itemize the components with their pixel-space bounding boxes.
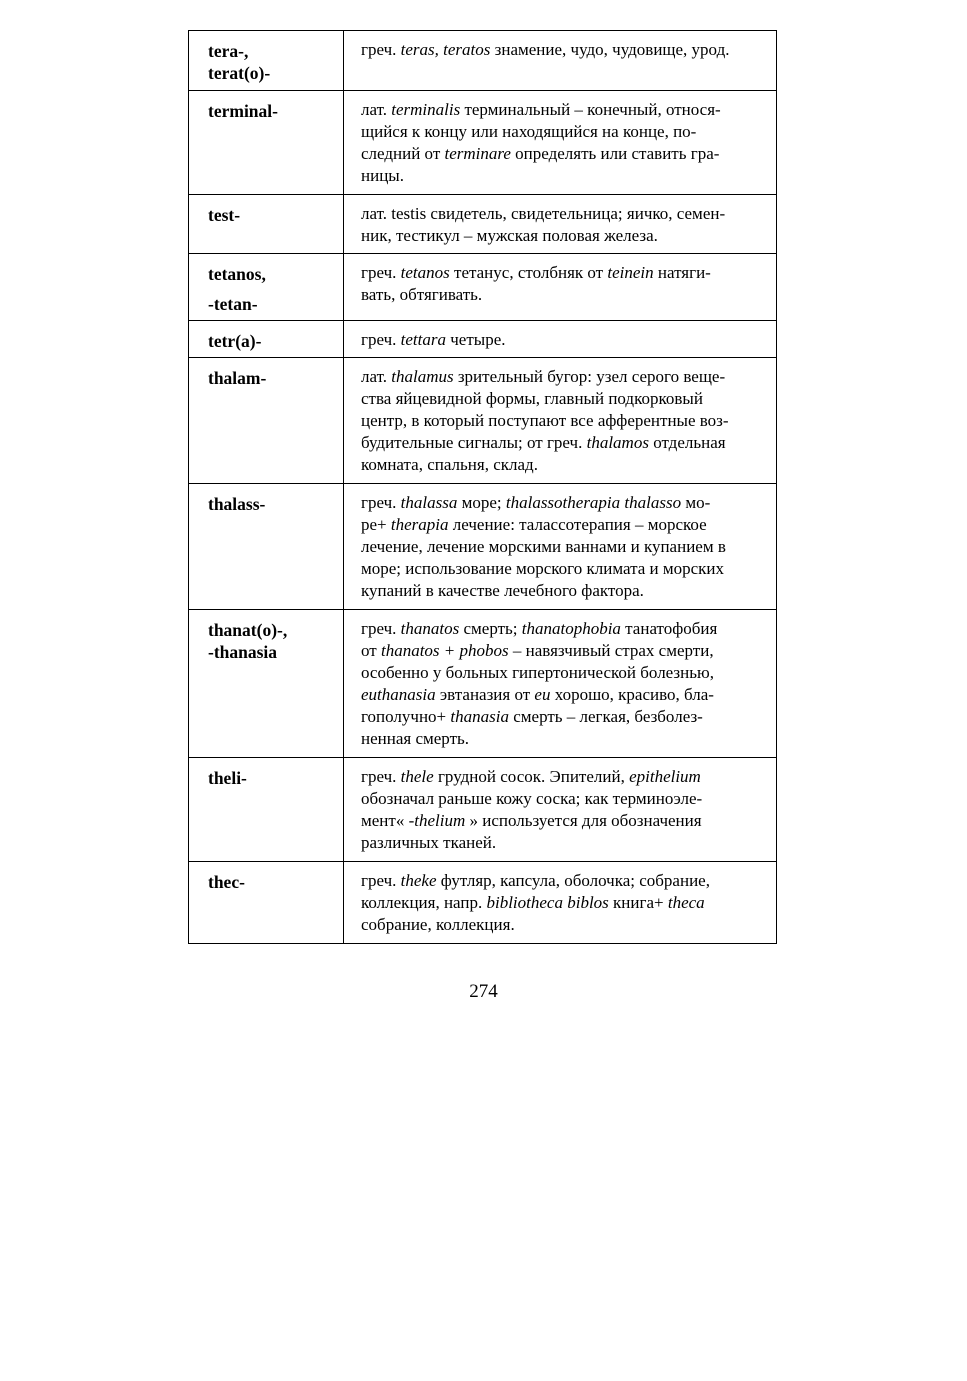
definition-cell xyxy=(344,758,777,862)
definition-text: ре+ xyxy=(361,515,391,534)
definition-line xyxy=(361,410,764,432)
definition-text: греч. xyxy=(361,767,401,786)
italic-term: teinein xyxy=(607,263,654,282)
glossary-row xyxy=(189,321,777,358)
definition-text: лат. testis свидетель, свидетельница; яичко, семен- xyxy=(361,204,726,223)
definition-line xyxy=(361,432,764,454)
term-text: -thanasia xyxy=(208,642,278,662)
definition-text: особенно у больных гипертонической болезнью, xyxy=(361,663,714,682)
definition-line xyxy=(361,788,764,810)
definition-text: обозначал раньше кожу соска; как терминоэле- xyxy=(361,789,703,808)
definition-text: мент« xyxy=(361,811,409,830)
definition-line xyxy=(361,728,764,750)
definition-line xyxy=(361,514,764,536)
definition-line xyxy=(361,165,764,187)
term-cell xyxy=(189,254,344,321)
term-cell xyxy=(189,321,344,358)
definition-text: комната, спальня, склад. xyxy=(361,455,538,474)
definition-line xyxy=(361,580,764,602)
glossary-row xyxy=(189,758,777,862)
definition-text: ненная смерть. xyxy=(361,729,470,748)
definition-line xyxy=(361,914,764,936)
definition-text: купаний в качестве лечебного фактора. xyxy=(361,581,644,600)
definition-text: танатофобия xyxy=(620,619,718,638)
term-cell xyxy=(189,610,344,758)
italic-term: tettara xyxy=(400,330,446,349)
italic-term: terminare xyxy=(444,144,511,163)
glossary-row xyxy=(189,195,777,254)
italic-term: epithelium xyxy=(629,767,701,786)
definition-line xyxy=(361,832,764,854)
definition-line xyxy=(361,121,764,143)
term-text: theli- xyxy=(208,768,247,788)
definition-line xyxy=(361,366,764,388)
definition-text: коллекция, напр. xyxy=(361,893,487,912)
definition-text: мо- xyxy=(681,493,711,512)
definition-text: » используется для обозначения xyxy=(465,811,702,830)
glossary-row xyxy=(189,610,777,758)
definition-line xyxy=(361,536,764,558)
definition-text: греч. xyxy=(361,330,401,349)
glossary-row xyxy=(189,862,777,944)
definition-cell xyxy=(344,31,777,91)
definition-line xyxy=(361,39,764,61)
italic-term: therapia xyxy=(390,515,449,534)
glossary-body xyxy=(189,31,777,944)
definition-text: ства яйцевидной формы, главный подкорковый xyxy=(361,389,703,408)
definition-text: четыре. xyxy=(446,330,506,349)
definition-text: будительные сигналы; от греч. xyxy=(361,433,587,452)
definition-line xyxy=(361,662,764,684)
term-cell xyxy=(189,862,344,944)
definition-line xyxy=(361,870,764,892)
definition-text: книга+ xyxy=(608,893,668,912)
term-text: terminal- xyxy=(208,101,278,121)
italic-term: thanatophobia xyxy=(521,619,621,638)
italic-term: theca xyxy=(667,893,705,912)
definition-text: греч. xyxy=(361,40,401,59)
definition-text: смерть – легкая, безболез- xyxy=(508,707,703,726)
italic-term: thalassa xyxy=(400,493,458,512)
definition-text: грудной сосок. Эпителий, xyxy=(433,767,630,786)
term-cell xyxy=(189,31,344,91)
definition-cell xyxy=(344,484,777,610)
definition-text: вать, обтягивать. xyxy=(361,285,483,304)
definition-text: следний от xyxy=(361,144,445,163)
definition-text: от xyxy=(361,641,381,660)
definition-text: лат. xyxy=(361,100,392,119)
italic-term: thanasia xyxy=(450,707,509,726)
definition-line xyxy=(361,454,764,476)
definition-text: различных тканей. xyxy=(361,833,497,852)
definition-line xyxy=(361,892,764,914)
definition-cell xyxy=(344,321,777,358)
definition-text: знамение, чудо, чудовище, урод. xyxy=(490,40,730,59)
term-text: test- xyxy=(208,205,241,225)
definition-text: море; xyxy=(457,493,506,512)
definition-text: щийся к концу или находящийся на конце, по- xyxy=(361,122,697,141)
definition-text: – навязчивый страх смерти, xyxy=(508,641,714,660)
definition-text: греч. xyxy=(361,619,401,638)
italic-term: bibliotheca biblos xyxy=(486,893,609,912)
term-text: tetanos, xyxy=(208,264,266,284)
definition-line xyxy=(361,492,764,514)
term-text: thalass- xyxy=(208,494,266,514)
term-cell xyxy=(189,195,344,254)
definition-line xyxy=(361,225,764,247)
term-cell xyxy=(189,91,344,195)
definition-text: определять или ставить гра- xyxy=(510,144,720,163)
definition-line xyxy=(361,388,764,410)
glossary-row xyxy=(189,91,777,195)
definition-line xyxy=(361,640,764,662)
term-text: thec- xyxy=(208,872,245,892)
glossary-row xyxy=(189,358,777,484)
definition-line xyxy=(361,284,764,306)
definition-text: отдельная xyxy=(648,433,726,452)
italic-term: thanatos + phobos xyxy=(380,641,509,660)
definition-text: зрительный бугор: узел серого веще- xyxy=(453,367,726,386)
definition-text: ницы. xyxy=(361,166,404,185)
glossary-row xyxy=(189,484,777,610)
definition-text: натяги- xyxy=(653,263,711,282)
italic-term: thanatos xyxy=(400,619,460,638)
definition-text: ник, тестикул – мужская половая железа. xyxy=(361,226,658,245)
italic-term: tetanos xyxy=(400,263,450,282)
term-text: tetr(a)- xyxy=(208,331,262,351)
definition-line xyxy=(361,810,764,832)
term-text: thalam- xyxy=(208,368,267,388)
definition-text: греч. xyxy=(361,263,401,282)
italic-term: terminalis xyxy=(391,100,461,119)
definition-text: гополучно+ xyxy=(361,707,451,726)
definition-text: смерть; xyxy=(459,619,522,638)
term-text: terat(o)- xyxy=(208,63,271,83)
italic-term: eu xyxy=(534,685,551,704)
definition-cell xyxy=(344,91,777,195)
definition-text: центр, в который поступают все афферентные воз- xyxy=(361,411,729,430)
definition-text: хорошо, красиво, бла- xyxy=(550,685,714,704)
italic-term: thalassotherapia thalasso xyxy=(505,493,682,512)
definition-text: лат. xyxy=(361,367,392,386)
definition-text: лечение: талассотерапия – морское xyxy=(448,515,707,534)
definition-line xyxy=(361,203,764,225)
term-text: -tetan- xyxy=(208,294,258,314)
definition-line xyxy=(361,143,764,165)
definition-text: эвтаназия от xyxy=(435,685,535,704)
definition-line xyxy=(361,766,764,788)
definition-text: тетанус, столбняк от xyxy=(449,263,608,282)
definition-cell xyxy=(344,862,777,944)
definition-line xyxy=(361,684,764,706)
italic-term: -thelium xyxy=(408,811,466,830)
definition-line xyxy=(361,262,764,284)
italic-term: thalamus xyxy=(391,367,454,386)
italic-term: thele xyxy=(400,767,434,786)
definition-line xyxy=(361,558,764,580)
definition-text: футляр, капсула, оболочка; собрание, xyxy=(436,871,710,890)
italic-term: theke xyxy=(400,871,437,890)
definition-text: море; использование морского климата и морских xyxy=(361,559,725,578)
term-cell xyxy=(189,758,344,862)
italic-term: euthanasia xyxy=(361,685,436,704)
definition-cell xyxy=(344,358,777,484)
definition-line xyxy=(361,618,764,640)
glossary-row xyxy=(189,31,777,91)
definition-cell xyxy=(344,254,777,321)
definition-text: терминальный – конечный, относя- xyxy=(460,100,721,119)
glossary-table xyxy=(188,30,777,944)
definition-line xyxy=(361,706,764,728)
definition-line xyxy=(361,329,764,351)
italic-term: teras, teratos xyxy=(400,40,491,59)
term-cell xyxy=(189,484,344,610)
definition-text: собрание, коллекция. xyxy=(361,915,515,934)
definition-text: лечение, лечение морскими ваннами и купанием в xyxy=(361,537,726,556)
italic-term: thalamos xyxy=(586,433,649,452)
page-number: 274 xyxy=(469,981,498,1002)
term-text: tera-, xyxy=(208,41,249,61)
glossary-row xyxy=(189,254,777,321)
definition-text: греч. xyxy=(361,871,401,890)
definition-cell xyxy=(344,195,777,254)
definition-line xyxy=(361,99,764,121)
term-cell xyxy=(189,358,344,484)
definition-text: греч. xyxy=(361,493,401,512)
term-text: thanat(o)-, xyxy=(208,620,288,640)
definition-cell xyxy=(344,610,777,758)
